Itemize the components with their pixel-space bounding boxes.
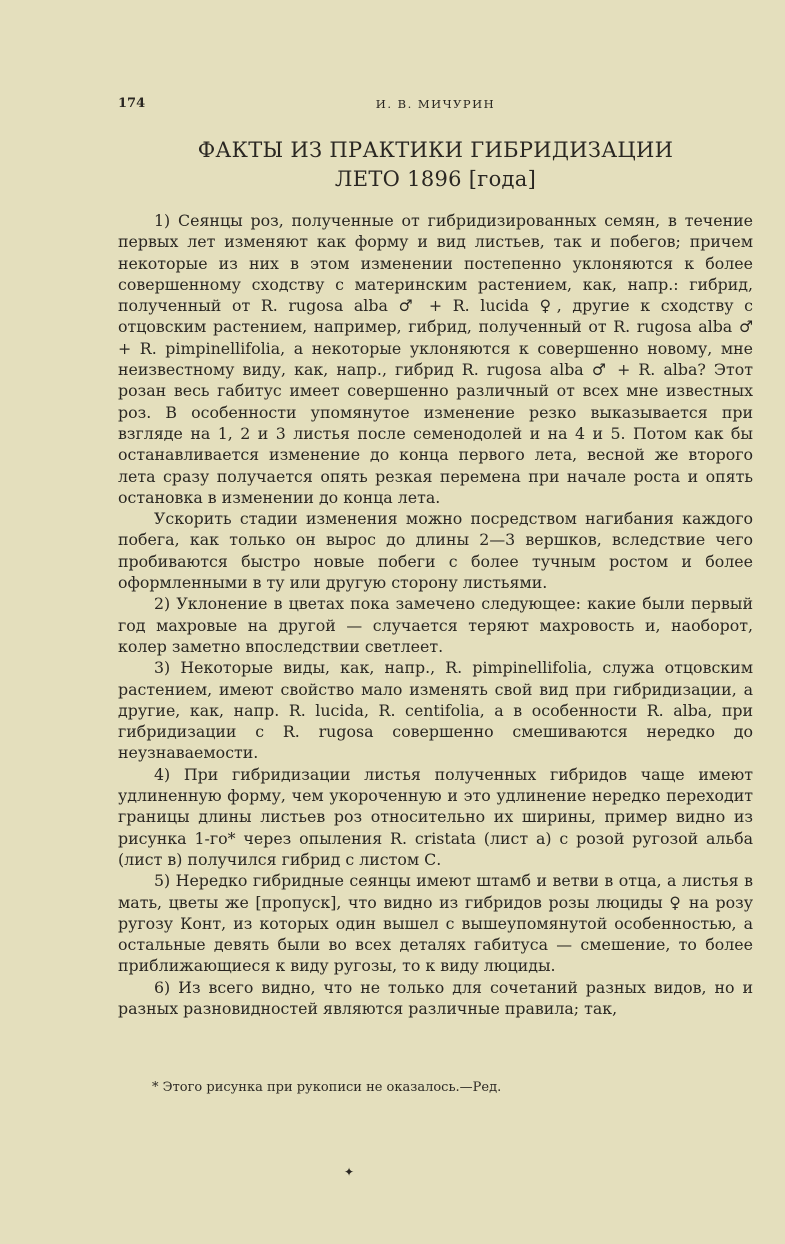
title-line-1: ФАКТЫ ИЗ ПРАКТИКИ ГИБРИДИЗАЦИИ [197,138,674,162]
page-number: 174 [118,96,146,111]
printer-mark: ✦ [344,1165,355,1179]
paragraph-4: 3) Некоторые виды, как, напр., R. pimpinellifolia, служа отцовским растением, имеют свойство мало изменять свой вид при гибридизации, а другие, как, напр. R. lucida, R. centifolia, а в особенности R. alba, при гибридизации с R. rugosa совершенно смешиваются нередко до неузнаваемости. [118,658,753,763]
title-line-2: ЛЕТО 1896 [года] [334,167,537,191]
paragraph-6: 5) Нередко гибридные сеянцы имеют штамб и ветви в отца, а листья в мать, цветы же [пропуск], что видно из гибридов розы люциды ♀ на розу ругозу Конт, из которых один вышел с вышеупомянутой особенностью, а остальные девять были во всех деталях габитуса — смешение, то более приближающиеся к виду ругозы, то к виду люциды. [118,871,753,976]
paragraph-2: Ускорить стадии изменения можно посредством нагибания каждого побега, как только он вырос до длины 2—3 вершков, вследствие чего пробиваются быстро новые побеги с более тучным ростом и более оформленными в ту или другую сторону листьями. [118,509,753,593]
footnote: * Этого рисунка при рукописи не оказалось.—Ред. [152,1080,502,1095]
paragraph-1: 1) Сеянцы роз, полученные от гибридизированных семян, в течение первых лет изменяют как форму и вид листьев, так и побегов; причем некоторые из них в этом изменении постепенно уклоняются к более совершенному сходству с материнским растением, как, напр.: гибрид, полученный от R. rugosa alba ♂ + R. lucida ♀, другие к сходству с отцовским растением, например, гибрид, полученный от R. rugosa alba ♂ + R. pimpinellifolia, а некоторые уклоняются к совершенно новому, мне неизвестному виду, как, напр., гибрид R. rugosa alba ♂ + R. alba? Этот розан весь габитус имеет совершенно различный от всех мне известных роз. В особенности упомянутое изменение резко выказывается при взгляде на 1, 2 и 3 листья после семенодолей и на 4 и 5. Потом как бы останавливается изменение до конца первого лета, весной же второго лета сразу получается опять резкая перемена при начале роста и опять остановка в изменении до конца лета. [118,211,753,507]
paragraph-3: 2) Уклонение в цветах пока замечено следующее: какие были первый год махровые на другой — случается теряют махровость и, наоборот, колер заметно впоследствии светлеет. [118,594,753,656]
running-head: И. В. МИЧУРИН [375,97,496,111]
paragraph-7: 6) Из всего видно, что не только для сочетаний разных видов, но и разных разновидностей являются различные правила; так, [118,977,753,1018]
article-title [118,136,753,194]
paragraph-5: 4) При гибридизации листья полученных гибридов чаще имеют удлиненную форму, чем укороченную и это удлинение нередко переходит границы длины листьев роз относительно их ширины, пример видно из рисунка 1-го* через опыления R. cristata (лист а) с розой ругозой альба (лист в) получился гибрид с листом С. [118,764,753,869]
page-header [118,96,753,116]
body-text [118,210,753,1019]
